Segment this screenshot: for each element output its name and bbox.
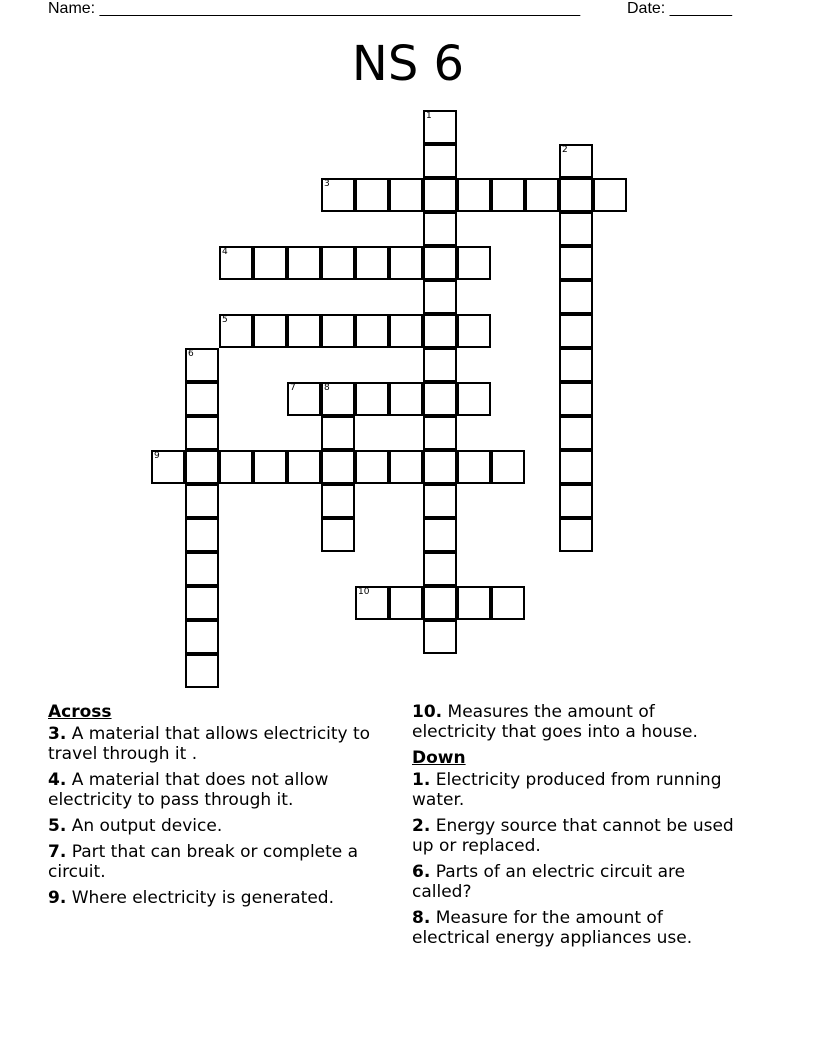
grid-cell[interactable] bbox=[185, 348, 219, 382]
clue-number: 3. bbox=[48, 724, 67, 744]
grid-cell[interactable] bbox=[185, 552, 219, 586]
grid-cell[interactable] bbox=[287, 314, 321, 348]
grid-cell[interactable] bbox=[423, 586, 457, 620]
clue-text: Measure for the amount of electrical energy appliances use. bbox=[412, 908, 693, 948]
clue-text: A material that does not allow electricity to pass through it. bbox=[48, 770, 329, 810]
grid-cell[interactable] bbox=[559, 212, 593, 246]
grid-cell[interactable] bbox=[321, 314, 355, 348]
grid-cell[interactable] bbox=[423, 382, 457, 416]
grid-cell[interactable] bbox=[355, 586, 389, 620]
grid-cell[interactable] bbox=[355, 178, 389, 212]
name-blank[interactable]: ______________________________________________________ bbox=[99, 0, 581, 17]
clue-number: 5. bbox=[48, 816, 67, 836]
clue-number: 9. bbox=[48, 888, 67, 908]
grid-cell[interactable] bbox=[423, 450, 457, 484]
grid-cell[interactable] bbox=[321, 416, 355, 450]
grid-cell[interactable] bbox=[491, 586, 525, 620]
date-blank[interactable]: _______ bbox=[669, 0, 732, 17]
grid-cell[interactable] bbox=[389, 314, 423, 348]
grid-cell[interactable] bbox=[559, 178, 593, 212]
grid-cell[interactable] bbox=[457, 586, 491, 620]
grid-cell[interactable] bbox=[423, 144, 457, 178]
grid-cell[interactable] bbox=[423, 416, 457, 450]
clue-number-label: 8 bbox=[324, 383, 330, 393]
grid-cell[interactable] bbox=[219, 314, 253, 348]
clue-across-10 bbox=[412, 702, 742, 742]
grid-cell[interactable] bbox=[593, 178, 627, 212]
grid-cell[interactable] bbox=[389, 178, 423, 212]
clue-number: 6. bbox=[412, 862, 431, 882]
grid-cell[interactable] bbox=[185, 620, 219, 654]
grid-cell[interactable] bbox=[185, 654, 219, 688]
grid-cell[interactable] bbox=[185, 484, 219, 518]
grid-cell[interactable] bbox=[287, 450, 321, 484]
grid-cell[interactable] bbox=[389, 382, 423, 416]
clue-text: Energy source that cannot be used up or replaced. bbox=[412, 816, 734, 856]
grid-cell[interactable] bbox=[559, 144, 593, 178]
clue-across-7 bbox=[48, 842, 393, 882]
grid-cell[interactable] bbox=[559, 518, 593, 552]
grid-cell[interactable] bbox=[423, 110, 457, 144]
clues-left-column bbox=[48, 702, 393, 914]
grid-cell[interactable] bbox=[491, 178, 525, 212]
grid-cell[interactable] bbox=[321, 484, 355, 518]
grid-cell[interactable] bbox=[355, 314, 389, 348]
grid-cell[interactable] bbox=[185, 518, 219, 552]
clue-number-label: 10 bbox=[358, 587, 370, 597]
clue-text: Where electricity is generated. bbox=[71, 888, 334, 908]
date-label-text: Date: bbox=[627, 0, 666, 17]
grid-cell[interactable] bbox=[185, 416, 219, 450]
grid-cell[interactable] bbox=[185, 450, 219, 484]
clue-text: Part that can break or complete a circuit. bbox=[48, 842, 359, 882]
grid-cell[interactable] bbox=[423, 280, 457, 314]
grid-cell[interactable] bbox=[185, 586, 219, 620]
grid-cell[interactable] bbox=[559, 450, 593, 484]
clue-number-label: 9 bbox=[154, 451, 160, 461]
clue-across-5 bbox=[48, 816, 393, 836]
clue-text: An output device. bbox=[71, 816, 223, 836]
clue-number-label: 4 bbox=[222, 247, 228, 257]
grid-cell[interactable] bbox=[355, 450, 389, 484]
grid-cell[interactable] bbox=[389, 450, 423, 484]
clue-text: Parts of an electric circuit are called? bbox=[412, 862, 686, 902]
grid-cell[interactable] bbox=[423, 348, 457, 382]
grid-cell[interactable] bbox=[423, 620, 457, 654]
grid-cell[interactable] bbox=[321, 518, 355, 552]
grid-cell[interactable] bbox=[219, 450, 253, 484]
grid-cell[interactable] bbox=[423, 518, 457, 552]
grid-cell[interactable] bbox=[491, 450, 525, 484]
grid-cell[interactable] bbox=[559, 382, 593, 416]
clue-down-1 bbox=[412, 770, 742, 810]
grid-cell[interactable] bbox=[151, 450, 185, 484]
clue-down-2 bbox=[412, 816, 742, 856]
grid-cell[interactable] bbox=[423, 552, 457, 586]
clue-number: 10. bbox=[412, 702, 443, 722]
grid-cell[interactable] bbox=[321, 178, 355, 212]
grid-cell[interactable] bbox=[457, 382, 491, 416]
grid-cell[interactable] bbox=[355, 246, 389, 280]
clue-number-label: 7 bbox=[290, 383, 296, 393]
clues-right-column bbox=[412, 702, 742, 954]
grid-cell[interactable] bbox=[287, 382, 321, 416]
clue-number: 1. bbox=[412, 770, 431, 790]
grid-cell[interactable] bbox=[457, 450, 491, 484]
grid-cell[interactable] bbox=[559, 348, 593, 382]
page-title: NS 6 bbox=[351, 36, 465, 92]
clue-down-8 bbox=[412, 908, 742, 948]
clue-text: Electricity produced from running water. bbox=[412, 770, 722, 810]
clue-across-4 bbox=[48, 770, 393, 810]
grid-cell[interactable] bbox=[253, 314, 287, 348]
grid-cell[interactable] bbox=[559, 314, 593, 348]
grid-cell[interactable] bbox=[559, 484, 593, 518]
grid-cell[interactable] bbox=[253, 450, 287, 484]
grid-cell[interactable] bbox=[423, 484, 457, 518]
grid-cell[interactable] bbox=[219, 246, 253, 280]
clue-number: 4. bbox=[48, 770, 67, 790]
grid-cell[interactable] bbox=[185, 382, 219, 416]
grid-cell[interactable] bbox=[321, 450, 355, 484]
across-heading: Across bbox=[48, 702, 112, 722]
grid-cell[interactable] bbox=[389, 246, 423, 280]
grid-cell[interactable] bbox=[389, 586, 423, 620]
clue-number: 7. bbox=[48, 842, 67, 862]
grid-cell[interactable] bbox=[559, 280, 593, 314]
name-label-text: Name: bbox=[48, 0, 96, 17]
grid-cell[interactable] bbox=[457, 314, 491, 348]
clue-number-label: 6 bbox=[188, 349, 194, 359]
grid-cell[interactable] bbox=[321, 382, 355, 416]
grid-cell[interactable] bbox=[457, 178, 491, 212]
clue-text: A material that allows electricity to travel through it . bbox=[48, 724, 371, 764]
clue-number-label: 2 bbox=[562, 145, 568, 155]
clue-number-label: 3 bbox=[324, 179, 330, 189]
clue-down-6 bbox=[412, 862, 742, 902]
clue-number-label: 1 bbox=[426, 111, 432, 121]
grid-cell[interactable] bbox=[525, 178, 559, 212]
clue-number-label: 5 bbox=[222, 315, 228, 325]
grid-cell[interactable] bbox=[457, 246, 491, 280]
grid-cell[interactable] bbox=[423, 178, 457, 212]
clue-number: 8. bbox=[412, 908, 431, 928]
clue-text: Measures the amount of electricity that goes into a house. bbox=[412, 702, 698, 742]
down-heading: Down bbox=[412, 748, 466, 768]
grid-cell[interactable] bbox=[253, 246, 287, 280]
grid-cell[interactable] bbox=[321, 246, 355, 280]
grid-cell[interactable] bbox=[559, 416, 593, 450]
clue-number: 2. bbox=[412, 816, 431, 836]
grid-cell[interactable] bbox=[423, 314, 457, 348]
grid-cell[interactable] bbox=[423, 212, 457, 246]
grid-cell[interactable] bbox=[559, 246, 593, 280]
grid-cell[interactable] bbox=[423, 246, 457, 280]
grid-cell[interactable] bbox=[355, 382, 389, 416]
clue-across-9 bbox=[48, 888, 393, 908]
clue-across-3 bbox=[48, 724, 393, 764]
grid-cell[interactable] bbox=[287, 246, 321, 280]
